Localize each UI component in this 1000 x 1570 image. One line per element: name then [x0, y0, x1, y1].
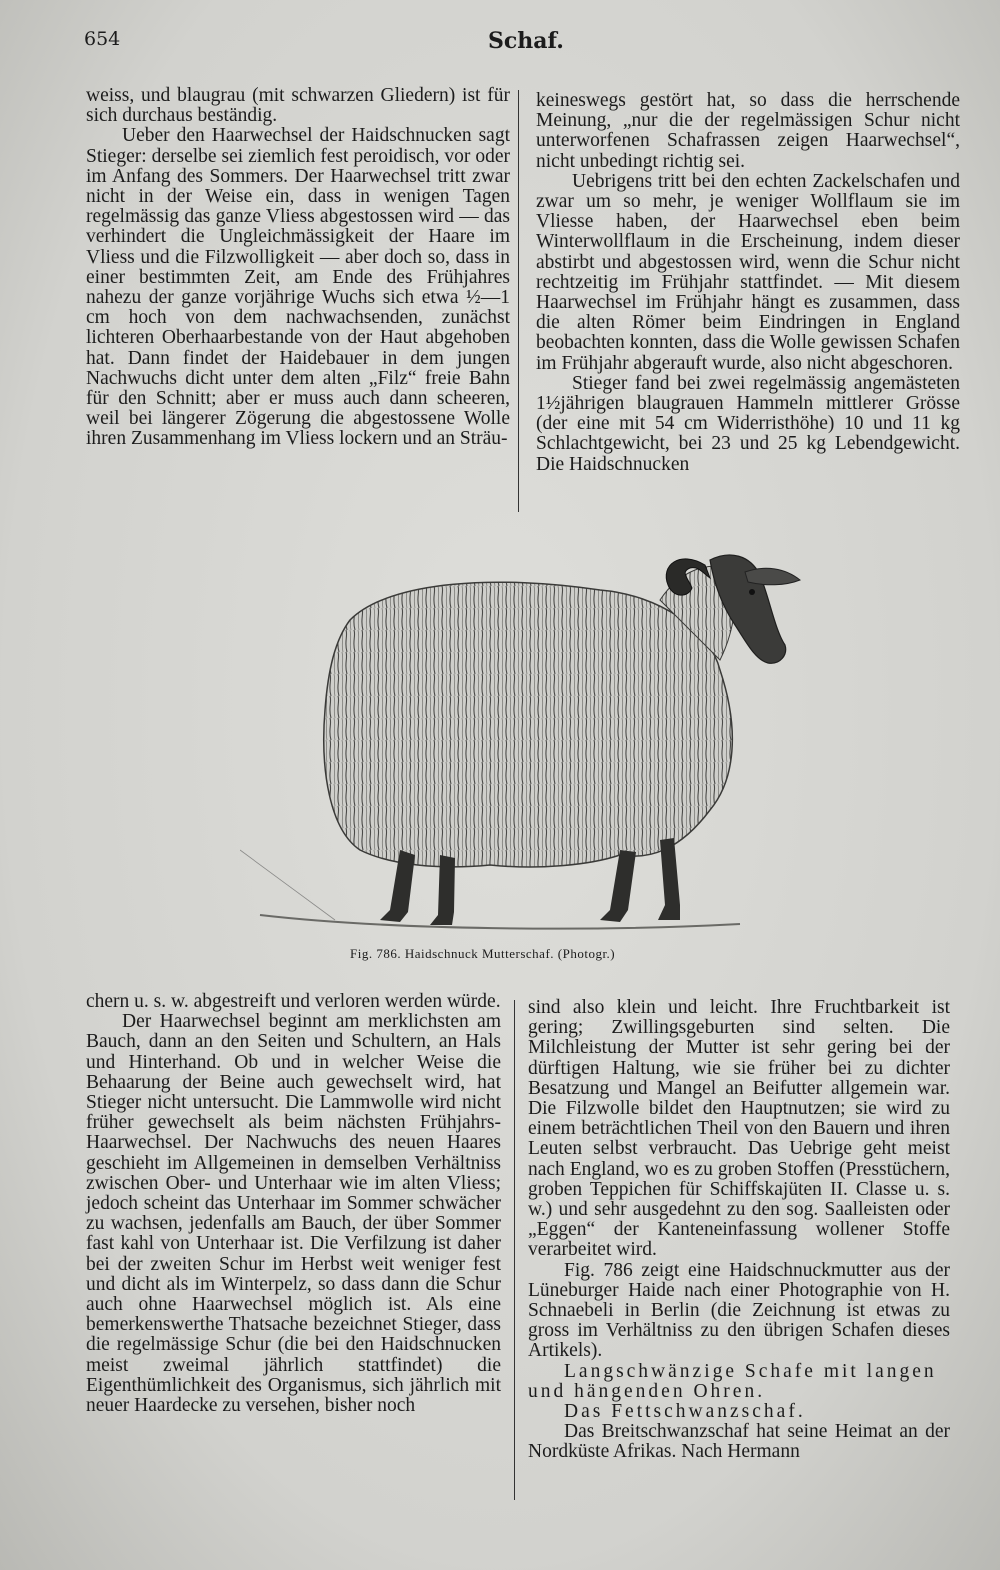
paragraph: Stieger fand bei zwei regelmässig angemästeten 1½jährigen blaugrauen Hammeln mittlerer Grösse (der eine mit 54 cm Widerristhöhe) 10 und 11 kg Schlachtgewicht, bei 23 und 25 kg Lebendgewicht. Die Haidschnucken — [536, 372, 960, 475]
column-bottom-right — [528, 998, 950, 1463]
page-header — [0, 28, 1000, 60]
paragraph: weiss, und blaugrau (mit schwarzen Gliedern) ist für sich durchaus beständig. — [86, 85, 510, 127]
sheep-illustration — [240, 520, 820, 940]
paragraph: sind also klein und leicht. Ihre Fruchtbarkeit ist gering; Zwillingsgeburten sind selten. Die Milchleistung der Mutter ist sehr gering bei der dürftigen Haltung, wie sie früher bei zu dichter Besatzung und Mangel an Beifutter allgemein war. Die Filzwolle bildet den Hauptnutzen; sie wird zu einem beträchtlichen Theil von den Bauern und ihren Leuten selbst verbraucht. Das Uebrige geht meist nach England, wo es zu groben Stoffen (Presstüchern, groben Teppichen für Schiffskajüten II. Classe u. s. w.) und sehr ausgedehnt zu den sog. Saalleisten oder „Eggen“ der Kanteneinfassung wollener Stoffe verarbeitet wird. — [528, 997, 950, 1261]
running-head: Schaf. — [488, 28, 564, 54]
column-top-left — [86, 86, 510, 450]
paragraph: Der Haarwechsel beginnt am merklichsten am Bauch, dann an den Seiten und Schultern, an Hals und Hinterhand. Ob und in welcher Weise die Behaarung der Beine auch gewechselt wird, hat Stieger nicht untersucht. Die Lammwolle wird nicht früher gewechselt als beim nächsten Frühjahrs-Haarwechsel. Der Nachwuchs des neuen Haares geschieht im Allgemeinen in demselben Verhältniss zwischen Ober- und Unterhaar wie im alten Vliess; jedoch scheint das Unterhaar im Sommer schwächer zu wachsen, jedenfalls am Bauch, der über Sommer fast kahl von Unterhaar ist. Die Verfilzung ist daher bei der zweiten Schur im Herbst weit weniger fest und dicht als im Winterpelz, so dass dann die Schur auch ohne Haarwechsel möglich ist. Als eine bemerkenswerthe Thatsache bezeichnet Stieger, dass die regelmässige Schur (die bei den Haidschnucken meist zweimal jährlich stattfindet) die Eigenthümlichkeit des Organismus, sich jährlich mit neuer Haardecke zu versehen, bisher noch — [86, 1011, 501, 1417]
leg — [658, 838, 680, 920]
paragraph: keineswegs gestört hat, so dass die herrschende Meinung, „nur die der regelmässigen Schur nicht unterworfenen Schafrassen zeigen Haarwechsel“, nicht unbedingt richtig sei. — [536, 90, 960, 172]
subsection-heading: Das Fettschwanzschaf. — [564, 1401, 806, 1423]
section-heading: Langschwänzige Schafe mit langen und hängenden Ohren. — [528, 1360, 937, 1402]
fleece — [324, 582, 733, 867]
column-rule — [514, 1000, 515, 1500]
paragraph: Uebrigens tritt bei den echten Zackelschafen und zwar um so mehr, je weniger Wollflaum sie im Vliesse haben, der Haarwechsel eben beim Winterwollflaum in die Erscheinung, indem dieser abstirbt und abgestossen wird, wenn die Schur nicht rechtzeitig im Frühjahr stattfindet. — Mit diesem Haarwechsel im Frühjahr hängt es zusammen, dass die alten Römer beim Eindringen in England beobachten konnten, dass die Wolle gewissen Schafen im Frühjahr abgerauft wurde, also nicht abgeschoren. — [536, 170, 960, 374]
paragraph: Ueber den Haarwechsel der Haidschnucken sagt Stieger: derselbe sei ziemlich fest peroidisch, vor oder im Anfang des Sommers. Der Haarwechsel tritt zwar nicht in der Weise ein, dass in wenigen Tagen regelmässig das ganze Vliess abgestossen wird — das verhindert die Ungleichmässigkeit der Haare im Vliess und die Filzwolligkeit — aber doch so, dass in einer bestimmten Zeit, am Ende des Frühjahres nahezu der ganze vorjährige Wuchs sich etwa ½—1 cm hoch von dem nachwachsenden, zunächst lichteren Oberhaarbestande von der Haut abgehoben hat. Dann findet der Haidebauer in dem jungen Nachwuchs dicht unter dem alten „Filz“ freie Bahn für den Schnitt; aber er muss auch dann scheeren, weil bei längerer Zögerung die abgestossene Wolle ihren Zusammenhang im Vliess lockern und an Sträu- — [86, 125, 510, 450]
column-rule — [518, 90, 519, 512]
leg — [600, 850, 636, 922]
page-number: 654 — [84, 28, 121, 50]
paragraph: Fig. 786 zeigt eine Haidschnuckmutter aus der Lüneburger Haide nach einer Photographie von H. Schnaebeli in Berlin (die Zeichnung ist etwas zu gross im Verhältniss zu den übrigen Schafen dieses Artikels). — [528, 1259, 950, 1362]
paragraph: chern u. s. w. abgestreift und verloren werden würde. — [86, 991, 501, 1012]
figure-caption: Fig. 786. Haidschnuck Mutterschaf. (Photogr.) — [350, 946, 616, 961]
paragraph: Das Breitschwanzschaf hat seine Heimat an der Nordküste Afrikas. Nach Hermann — [528, 1421, 950, 1463]
column-bottom-left — [86, 992, 501, 1416]
column-top-right — [536, 91, 960, 475]
